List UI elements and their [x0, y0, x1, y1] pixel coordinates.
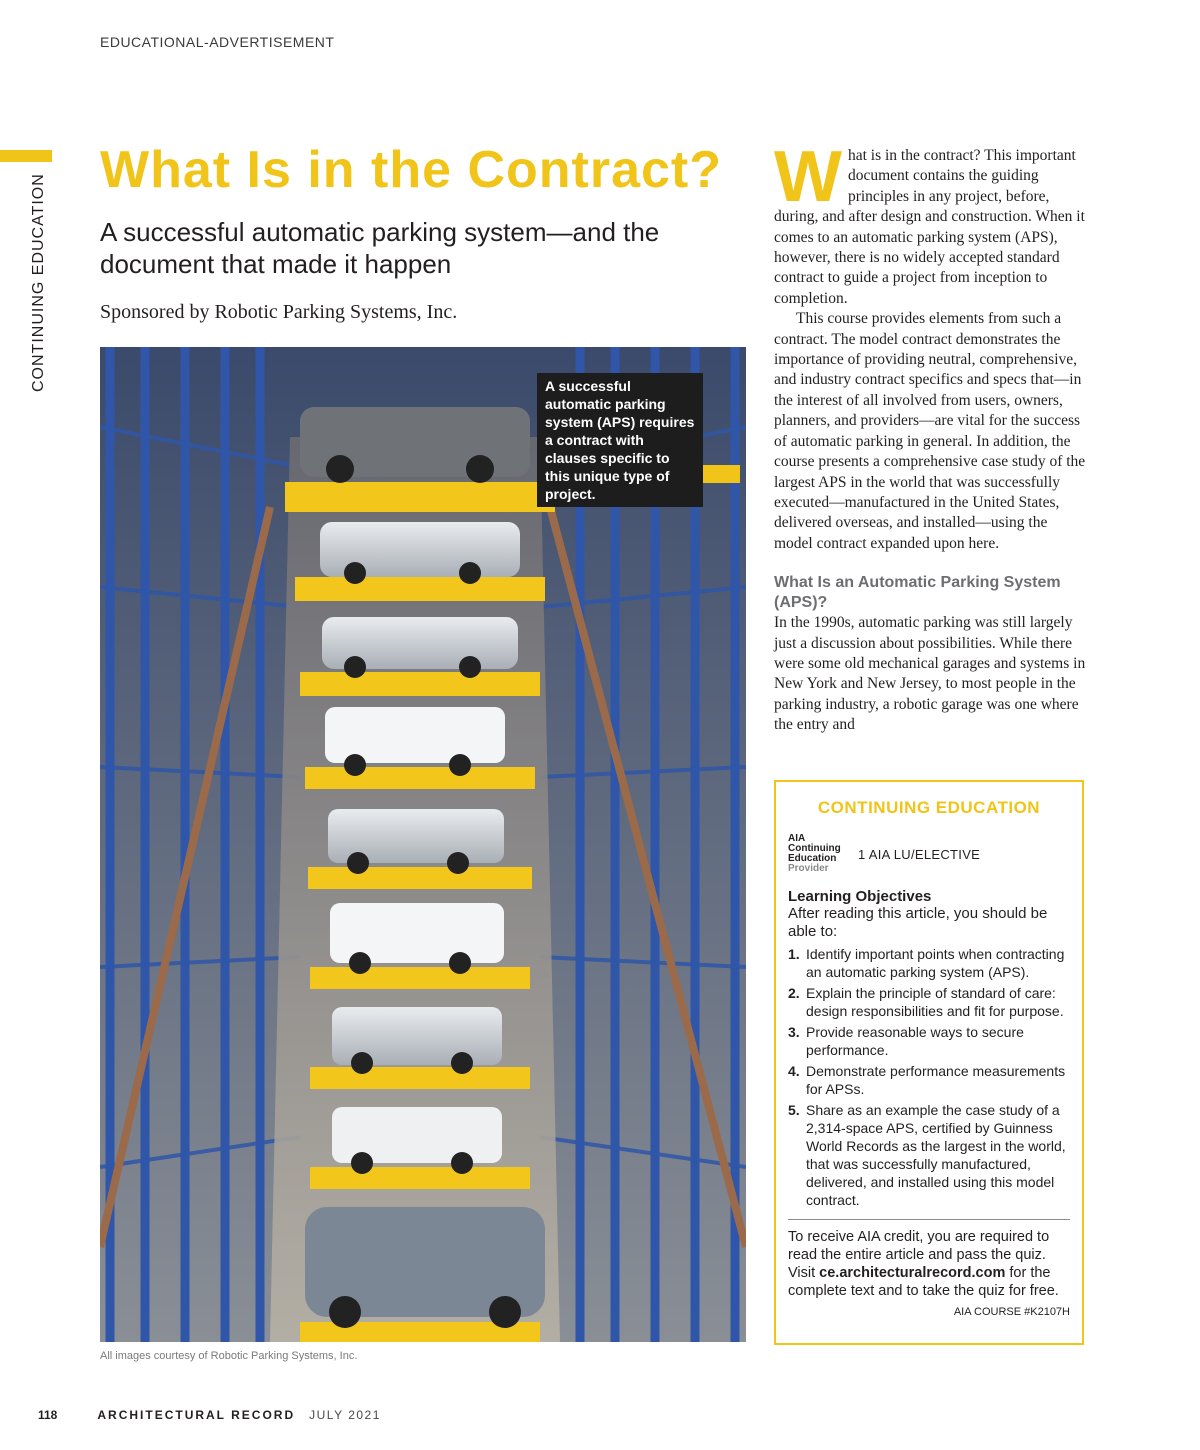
parking-tower-photo [100, 347, 746, 1342]
section-accent-bar [0, 150, 52, 162]
objective-text: Explain the principle of standard of care: design responsibilities and fit for purpose. [806, 985, 1064, 1019]
issue-date: JULY 2021 [309, 1408, 381, 1422]
objective-number: 2. [788, 985, 800, 1001]
continuing-education-box [774, 780, 1084, 1345]
ce-box-divider [788, 1219, 1070, 1220]
learning-objectives-list [788, 945, 1070, 1209]
article-title: What Is in the Contract? [100, 141, 722, 199]
photo-credit: All images courtesy of Robotic Parking Systems, Inc. [100, 1350, 358, 1362]
aia-provider-logo [788, 834, 848, 874]
ce-website-link[interactable]: ce.architecturalrecord.com [819, 1265, 1006, 1281]
aia-logo-line-4: Provider [788, 863, 829, 874]
sponsor-line: Sponsored by Robotic Parking Systems, Inc. [100, 301, 458, 323]
section-side-label: CONTINUING EDUCATION [30, 173, 47, 392]
objective-number: 4. [788, 1063, 800, 1079]
aia-logo-line-2: Continuing [788, 843, 841, 854]
body-paragraph-2: This course provides elements from such a contract. The model contract demonstrates the importance of providing neutral, comprehensive, and industry contract specifics and specs that—in the interest of all involved from users, owners, planners, and providers—are vital for the success of automatic parking in general. In addition, the course presents a comprehensive case study of the largest APS in the world that was successfully executed—manufactured in the United States, delivered overseas, and installed—using the model contract expanded upon here. [774, 310, 1086, 552]
learning-objectives-intro: After reading this article, you should be able to: [788, 905, 1048, 940]
aia-note-text-pre: To receive AIA credit, you are required to read the entire article and pass the quiz. Visit [788, 1229, 1050, 1281]
objective-number: 1. [788, 946, 800, 962]
article-body [774, 137, 1086, 736]
photo-caption-text: A successful automatic parking system (APS) requires a contract with clauses specific to this unique type of project. [545, 378, 695, 502]
objective-text: Identify important points when contracting an automatic parking system (APS). [806, 946, 1065, 980]
body-paragraph-3: In the 1990s, automatic parking was still largely just a discussion about possibilities. While there were some old mechanical garages and systems in New York and New Jersey, to most people in the parking industry, a robotic garage was one where the entry and [774, 614, 1086, 734]
page-footer [38, 1408, 381, 1422]
photo-caption [537, 373, 703, 507]
body-paragraph-1: hat is in the contract? This important document contains the guiding principles in any project, before, during, and after design and construction. When it comes to an automatic parking system (APS), however, there is no widely accepted standard contract to guide a project from inception to completion. [774, 147, 1085, 307]
advertisement-label: EDUCATIONAL-ADVERTISEMENT [100, 34, 335, 50]
objective-number: 5. [788, 1102, 800, 1118]
aia-course-number: AIA COURSE #K2107H [953, 1306, 1070, 1318]
objective-text: Share as an example the case study of a 2,314-space APS, certified by Guinness World Records as the largest in the world, that was successfully manufactured, delivered, and installed using this model contract. [806, 1102, 1066, 1208]
aia-credit-label: 1 AIA LU/ELECTIVE [858, 846, 981, 862]
drop-cap: W [774, 137, 842, 217]
publication-name: ARCHITECTURAL RECORD [97, 1408, 296, 1422]
objective-item [788, 1101, 1070, 1209]
objective-item [788, 984, 1070, 1020]
aia-logo-line-1: AIA [788, 833, 806, 844]
objective-text: Provide reasonable ways to secure performance. [806, 1024, 1024, 1058]
objective-number: 3. [788, 1024, 800, 1040]
section-heading: What Is an Automatic Parking System (APS)? [774, 574, 1061, 612]
page-number: 118 [38, 1408, 58, 1422]
aia-logo-line-3: Education [788, 853, 837, 864]
aia-credit-row [788, 834, 1070, 874]
ce-box-title: CONTINUING EDUCATION [817, 798, 1041, 817]
objective-text: Demonstrate performance measurements for APSs. [806, 1063, 1066, 1097]
objective-item [788, 945, 1070, 981]
objective-item [788, 1023, 1070, 1059]
objective-item [788, 1062, 1070, 1098]
caption-accent-tab [703, 465, 740, 483]
learning-objectives-heading: Learning Objectives [788, 888, 932, 905]
aia-note-text-post: for the complete text and to take the quiz for free. [788, 1265, 1059, 1299]
aia-credit-note [788, 1228, 1070, 1300]
article-subtitle: A successful automatic parking system—and the document that made it happen [100, 217, 660, 279]
